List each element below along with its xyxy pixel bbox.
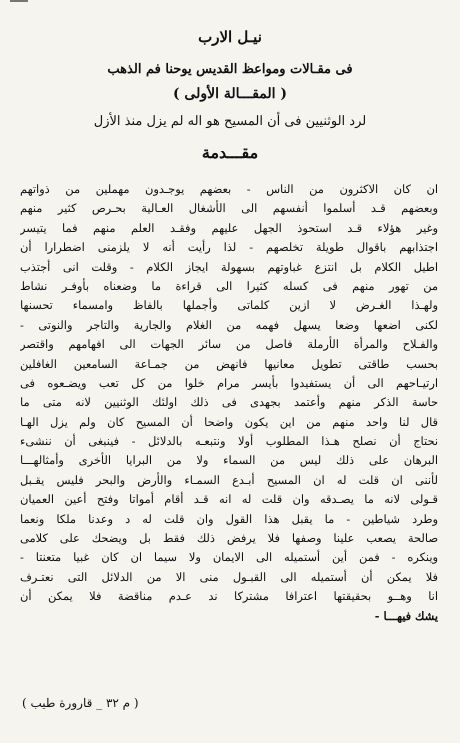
text-line: لكنى اضعها وضعا يسهل فهمه من الغلام والجارية والتاجر والنوتى - [20, 317, 438, 332]
text-line: فلا يمكن أن أستميله الى القبـول منى الا من الدلائل التى نعتـرف [20, 569, 438, 584]
text-line: اجتذابهم باقوال طويلة تخلصهم - لذا رأيت أنه لا يلزمنى اضطرارا أن [20, 240, 438, 255]
text-line: نحتاج أن نصلح هـذا المطلوب أولا ونتبعـه بالدلائل - فينبغى أن ننشىء [20, 434, 438, 449]
text-line: حاسة الذكر منهم وأعتمد بجهدى فى ذلك اولئك الوثنيين لانه متى ما [20, 395, 438, 410]
section-heading: ( المقـــالة الأولى ) [172, 86, 288, 102]
text-line: بحسب طاقتى تطويل معانيها فانهض من جمـاعة السامعين الغافلين [20, 356, 438, 371]
text-line: وينكره - فمن أين أستميله الى الايمان ولا سيما ان كان غبيا متعنتا - [20, 550, 438, 565]
text-line: انا وهــو بحقيقتها اعترافا مشتركا ند عـدم مناقضة فلا يمكن أن [20, 589, 438, 604]
text-line: يشك فيهـــا - [374, 608, 438, 623]
text-line: ولهـذا الغـرض لا ازين كلماتى وأجملها بالفاظ وامسماء تحسنها [20, 298, 438, 313]
text-line: قـولى لانه ما يصـدقه وان قلت له انه قـد أقام أمواتا وفتح أعين العميان [20, 492, 438, 507]
text-line: ان كان الاكثرون من الناس - بعضهم يوجـدون مهملين من ذواتهم [20, 182, 438, 196]
text-line: اطيل الكلام بل انتزع غباوتهم بسهولة ايجاز الكلام - وقلت انى أجتذب [20, 259, 438, 274]
text-line: وغير هؤلاء قـد استحوذ الجهل عليهم وفقـد العلم منهم فما يتيسر [20, 220, 438, 235]
text-line: قال لنا واحد منهم من اين يكون واضحا أن المسيح كان ولم يزل الهـا [20, 414, 438, 429]
page-footer-signature: ( م ٣٢ _ قارورة طيب ) [22, 696, 139, 710]
book-subtitle: فى مقـالات ومواعظ القديس يوحنا فم الذهب [107, 62, 353, 77]
introduction-heading: مقـــدمة [201, 143, 259, 162]
text-line: من تهور منهم فى كسله كثيرا الى قراءة ما وضعناه بأوفـر نشاط [20, 278, 438, 293]
text-line: البرهان على ذلك ليس من السماء ولا من البرايا الأخرى وأمثالهـــا [20, 453, 438, 468]
text-line: والفـلاح والمرأة الأرملة فاصل من سائر الجهات الى افهامهم واقتصر [20, 337, 438, 352]
text-line: صالحة يصعب علينا وصفها فلا يرفض ذلك فقط بل ويضحك على كلامى [20, 531, 438, 546]
text-line: لأننى ان قلت له ان المسيح أبـدع السمـاء والأرض والبحر فليس يقـبل [20, 472, 438, 487]
text-line: وبعضهم قـد أسلموا أنفسهم الى الأشغال العـالية بحـرص كثير منهم [20, 201, 438, 216]
text-line: وطرد شياطين - ما يقبل هذا القول وان قلت له د وعدنا ملكا ونعما [20, 511, 438, 526]
text-line: ارتيـاحهم الى أن يستفيدوا بأيسر مرام خلوا من كل تعب ويضـعوه فى [20, 375, 438, 390]
book-title: نيـل الارب [198, 28, 262, 46]
section-purpose: لرد الوثنيين فى أن المسيح هو اله لم يزل منذ الأزل [93, 114, 367, 129]
page-edge-mark [10, 0, 28, 10]
body-paragraph [20, 180, 438, 626]
